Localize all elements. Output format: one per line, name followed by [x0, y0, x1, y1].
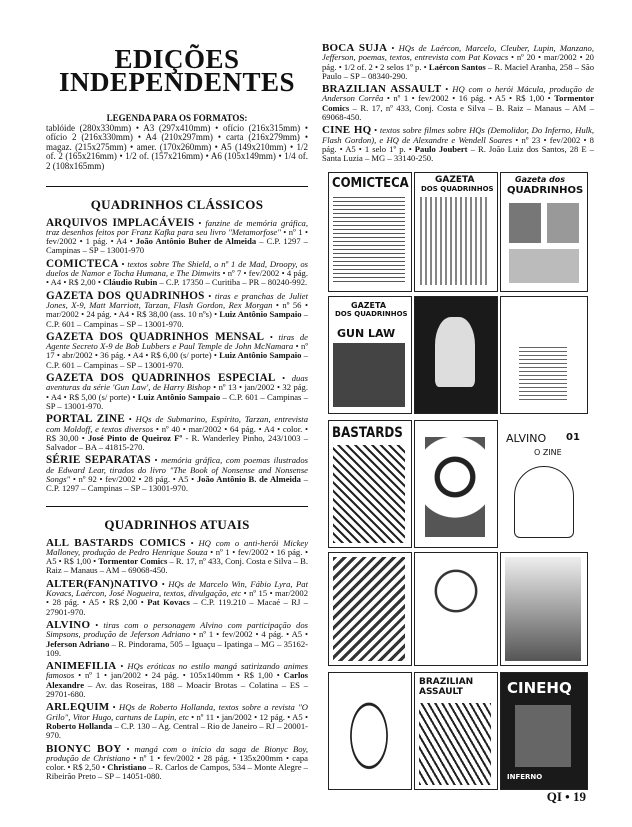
- cover-all-bastards-title: BASTARDS: [332, 425, 403, 441]
- zine-description: HQs de Submarino, Espírito, Tarzan, entrevista com Moldoff, e textos diversos: [46, 414, 308, 434]
- zine-address: – R. Maciel Aranha, 258 – São Paulo – SP – 08340-290.: [322, 61, 595, 81]
- cover-gazeta-gunlaw-series: GUN LAW: [337, 327, 396, 340]
- zine-description: tiras com o personagem Alvino com participação dos Simpsons, produção de Jeferson Adriano: [46, 619, 308, 640]
- zine-address: – C.P. 601 – Campinas – SP – 13001-970.: [46, 309, 309, 329]
- zine-name: GAZETA DOS QUADRINHOS ESPECIAL: [46, 372, 276, 385]
- title-line-2: INDEPENDENTES: [58, 67, 296, 97]
- zine-address: – R. João Luiz dos Santos, 28 E – Santa Luzia – MG – 33140-250.: [322, 143, 594, 164]
- zine-address: – C.P. 130 – Ag. Central – Rio de Janeiro – RJ – 20001-970.: [46, 720, 308, 741]
- cover-gazeta-2-title: Gazeta dos: [515, 175, 566, 184]
- page-title: [46, 44, 308, 97]
- zine-details: nº 1 • fev/2002 • 4 pág. • A5 •: [199, 629, 309, 640]
- zine-address: – C.P. 601 – Campinas – SP – 13001-970.: [46, 391, 309, 411]
- zine-name: ARQUIVOS IMPLACÁVEIS: [46, 216, 195, 229]
- zine-address: – C.P. 119.210 – Macaé – RJ – 27901-970.: [46, 597, 309, 617]
- cover-all-bastards: [328, 420, 412, 548]
- zine-description: duas aventuras da série 'Gun Law', de Harry Bishop: [46, 373, 308, 393]
- zine-contact: José Pinto de Queiroz Fº: [87, 432, 183, 443]
- zine-contact: Tormentor Comics: [322, 93, 595, 113]
- zine-name: ANIMEFILIA: [46, 660, 117, 673]
- cover-boca-suja: [328, 672, 412, 790]
- cover-panel: [509, 203, 541, 243]
- zine-entry: ALVINO • tiras com o personagem Alvino com participação dos Simpsons, produção de Jeferson Adriano • nº 1 • fev/2002 • 4 pág. • A5 • Jeferson Adriano – R. Pindorama, 505 – Iguaçu – Ipatinga – MG – 35162-109.: [46, 618, 309, 658]
- classicos-list: [46, 216, 309, 494]
- zine-description: mangá com o início da saga de Bionyc Boy, produção de Christiano: [46, 743, 308, 763]
- cover-arlequim: [414, 552, 498, 666]
- zine-name: BOCA SUJA: [322, 42, 388, 54]
- zine-description: tiras e pranchas de Juliet Jones, X-9, Matt Marriott, Tarzan, Flash Gordon, Rex Morgan: [46, 290, 308, 310]
- cover-art: [339, 683, 399, 779]
- zine-entry: GAZETA DOS QUADRINHOS MENSAL • tiras de Agente Secreto X-9 de Bob Lubbers e Paul Temple de John McNamara • nº 17 • abr/2002 • 36 pág. • A4 • R$ 6,00 (s/ porte) • Luiz Antônio Sampaio – C.P. 601 – Campinas – SP – 13001-970.: [46, 330, 309, 370]
- zine-details: nº 11 • jan/2002 • 12 pág. • A5 •: [196, 711, 308, 722]
- left-column: [46, 44, 309, 786]
- zine-contact: João Antônio B. de Almeida: [196, 473, 301, 484]
- zine-address: – R. Pindorama, 505 – Iguaçu – Ipatinga – MG – 35162-109.: [46, 638, 308, 658]
- cover-art: [505, 557, 581, 661]
- cover-art: [420, 197, 490, 285]
- zine-contact: Roberto Hollanda: [46, 720, 113, 731]
- cover-art: [429, 567, 483, 647]
- cover-cine-hq: [500, 672, 588, 790]
- zine-entry: ARQUIVOS IMPLACÁVEIS • fanzine de memória gráfica, traz desenhos feitos por Franz Kafka para seu livro "Metamorfose" • nº 1 • fev/2002 • 1 pág. • A4 • João Antônio Buher de Almeida – C.P. 1297 – Campinas – SP – 13001-970: [46, 216, 308, 256]
- zine-name: ARLEQUIM: [46, 701, 110, 714]
- zine-name: BIONYC BOY: [46, 742, 122, 755]
- cover-gazeta-gunlaw-subtitle: DOS QUADRINHOS: [335, 310, 408, 318]
- cover-alvino-title: ALVINO: [506, 432, 547, 445]
- cover-alvino: [500, 420, 586, 546]
- zine-contact: Paulo Joubert: [414, 143, 468, 154]
- cover-art: [333, 445, 405, 543]
- zine-name: CINE HQ: [322, 124, 372, 137]
- zine-details: nº 7 • fev/2002 • 4 pág. • A4 • R$ 2,00 •: [46, 268, 308, 288]
- title-line-1: EDIÇÕES: [114, 44, 240, 74]
- cover-art: [515, 705, 571, 767]
- cover-art: [425, 437, 485, 537]
- cover-alvino-number: 01: [566, 432, 580, 443]
- atuais-list: [46, 536, 309, 782]
- zine-details: nº 15 • mar/2002 • 28 pág. • A5 • R$ 2,00 •: [46, 588, 308, 608]
- zine-address: – R. 17, nº 433, Conj. Costa e Silva – B. Raiz – Manaus – AM – 69068-450.: [46, 556, 308, 576]
- zine-description: HQ com o anti-herói Mickey Malloney, produção de Pedro Henrique Souza: [46, 537, 309, 557]
- zine-entry: ARLEQUIM • HQs de Roberto Hollanda, textos sobre a revista "O Grilo", Vitor Hugo, cartuns de Lupin, etc • nº 11 • jan/2002 • 12 pág. • A5 • Roberto Hollanda – C.P. 130 – Ag. Central – Rio de Janeiro – RJ – 20001-970.: [46, 701, 308, 741]
- cover-comicteca-title: COMICTECA: [332, 176, 409, 191]
- zine-contact: Laércon Santos: [428, 61, 486, 72]
- zine-details: nº 1 • fev/2002 • 1 pág. • A4 •: [46, 226, 308, 247]
- cover-dark-art: [414, 296, 498, 414]
- cover-gazeta-2-subtitle: QUADRINHOS: [507, 185, 584, 196]
- zine-contact: Luiz Antônio Sampaio: [219, 309, 302, 320]
- zine-details: nº 17 • abr/2002 • 36 pág. • A4 • R$ 6,00 (s/ porte) •: [46, 341, 308, 361]
- cover-gazeta-1-subtitle: DOS QUADRINHOS: [421, 185, 494, 193]
- zine-name: SÉRIE SEPARATAS: [46, 454, 151, 467]
- zine-address: – C.P. 17350 – Curitiba – PR – 80240-992.: [159, 277, 308, 288]
- cover-figure: [435, 317, 475, 387]
- cover-animefilia: [414, 420, 498, 548]
- zine-entry: GAZETA DOS QUADRINHOS • tiras e pranchas de Juliet Jones, X-9, Matt Marriott, Tarzan, Flash Gordon, Rex Morgan • nº 56 • mar/2002 • 24 pág. • A4 • R$ 38,00 (ass. 10 nºs) • Luiz Antônio Sampaio – C.P. 601 – Campinas – SP – 13001-970.: [46, 289, 309, 329]
- cover-gazeta-1-title: GAZETA: [435, 175, 475, 185]
- zine-details: nº 20 • mar/2002 • 20 pág. • 1/2 of. 2 • 2 selos 1º p. •: [322, 52, 594, 72]
- zine-contact: Tormentor Comics: [98, 556, 168, 567]
- cover-art: [419, 703, 491, 785]
- zine-description: memória gráfica, com poemas ilustrados de Edward Lear, tirados do livro "The Book of Nonsense and Nonsense Songs": [46, 455, 308, 484]
- cover-brazilian-assault-title: BRAZILIAN ASSAULT: [419, 677, 474, 697]
- cover-panel: [509, 249, 579, 283]
- cover-gazeta-2: [500, 172, 588, 292]
- zine-description: HQs de Laércon, Marcelo, Cleuber, Lupin, Manzano, Jefferson, poemas, textos, entrevista com Pat Kovacs: [322, 43, 594, 63]
- cover-bionyc-boy: [500, 552, 588, 666]
- page-number: QI • 19: [546, 789, 586, 804]
- zine-details: nº 1 • jan/2002 • 24 pág. • 105x140mm • R$ 1,00 •: [84, 670, 280, 681]
- zine-details: nº 1 • fev/2002 • 16 pág. • A5 • R$ 1,00 •: [393, 93, 551, 104]
- cover-gazeta-gunlaw-title: GAZETA: [351, 301, 387, 310]
- zine-description: HQs de Marcelo Win, Fábio Lyra, Pat Kovacs, Laércon, José Nogueira, textos, divulgação, etc: [46, 578, 308, 599]
- formats-text: tablóide (280x330mm) • A3 (297x410mm) • ofício (216x315mm) • ofício 2 (216x330mm) • A4 (210x297mm) • carta (216x279mm) • magaz. (215x275mm) • amer. (170x260mm) • A5 (149x210mm) • 1/2 of. 2 (165x216mm) • 1/2 of. (157x216mm) • A6 (105x149mm) • 1/4 of. 2 (108x165mm): [46, 122, 308, 171]
- cover-alter-fan-nativo: [328, 552, 412, 666]
- cover-gazeta-1: [414, 172, 498, 292]
- cover-brazilian-assault: [414, 672, 498, 790]
- right-column: [322, 44, 594, 168]
- zine-address: – C.P. 1297 – Campinas – SP – 13001-970.: [46, 473, 308, 494]
- cover-art: [333, 343, 405, 407]
- zine-entry: CINE HQ • textos sobre filmes sobre HQs (Demolidor, Do Inferno, Hulk, Flash Gordon), e HQ de Alexandre e Wendell Soares • nº 23 • fev/2002 • 8 pág. • A5 • 1 selo 1º p. • Paulo Joubert – R. João Luiz dos Santos, 28 E – Santa Luzia – MG – 33140-250.: [322, 124, 594, 164]
- cover-panel: [547, 203, 579, 243]
- zine-entry: BIONYC BOY • mangá com o início da saga de Bionyc Boy, produção de Christiano • nº 1 • fev/2002 • 28 pág. • 135x200mm • capa color. • R$ 2,50 • Christiano – R. Carlos de Campos, 534 – Monte Alegre – Ribeirão Preto – SP – 14051-080.: [46, 742, 308, 782]
- zine-details: nº 23 • fev/2002 • 8 pág. • A5 • 1 selo 1º p. •: [322, 134, 594, 154]
- zine-entry: BRAZILIAN ASSAULT • HQ com o herói Mácula, produção de Anderson Corrêa • nº 1 • fev/2002 • 16 pág. • A5 • R$ 1,00 • Tormentor Comics – R. 17, nº 433, Conj. Costa e Silva – B. Raiz – Manaus – AM – 69068-450.: [322, 83, 595, 123]
- zine-details: nº 1 • fev/2002 • 16 pág. • A5 • R$ 1,00 •: [46, 546, 308, 567]
- zine-description: fanzine de memória gráfica, traz desenhos feitos por Franz Kafka para seu livro "Metamorfose": [46, 217, 308, 237]
- section-heading-atuais: QUADRINHOS ATUAIS: [104, 516, 250, 532]
- zine-entry: PORTAL ZINE • HQs de Submarino, Espírito, Tarzan, entrevista com Moldoff, e textos diversos • nº 40 • mar/2002 • 64 pág. • A4 • color. • R$ 30,00 • José Pinto de Queiroz Fº - R. Wanderley Pinho, 243/1003 – Salvador – BA – 41815-270.: [46, 413, 308, 453]
- zine-name: ALVINO: [46, 618, 91, 631]
- zine-address: – Av. das Roseiras, 188 – Moacir Brotas – Colatina – ES – 29701-680.: [46, 679, 308, 700]
- zine-name: BRAZILIAN ASSAULT: [322, 83, 442, 96]
- zine-details: nº 13 • jan/2002 • 32 pág. • A4 • R$ 5,00 (s/ porte) •: [46, 382, 309, 402]
- cover-cine-hq-subtitle: INFERNO: [507, 773, 543, 781]
- section-heading-classicos: QUADRINHOS CLÁSSICOS: [90, 196, 264, 212]
- zine-address: – C.P. 1297 – Campinas – SP – 13001-970: [46, 236, 308, 256]
- zine-entry: SÉRIE SEPARATAS • memória gráfica, com poemas ilustrados de Edward Lear, tirados do livro "The Book of Nonsense and Nonsense Songs" • nº 92 • fev/2002 • 28 pág. • A5 • João Antônio B. de Almeida – C.P. 1297 – Campinas – SP – 13001-970.: [46, 454, 308, 494]
- zine-description: tiras de Agente Secreto X-9 de Bob Lubbers e Paul Temple de John McNamara: [46, 331, 308, 352]
- zine-contact: Jeferson Adriano: [46, 638, 110, 649]
- zine-name: COMICTECA: [46, 257, 119, 270]
- zine-entry: ANIMEFILIA • HQs eróticas no estilo mangá satirizando animes famosos • nº 1 • jan/2002 • 24 pág. • 105x140mm • R$ 1,00 • Carlos Alexandre – Av. das Roseiras, 188 – Moacir Brotas – Colatina – ES – 29701-680.: [46, 660, 308, 700]
- cover-gazeta-gunlaw: [328, 296, 412, 414]
- cover-cine-hq-title: CINEHQ: [507, 679, 572, 697]
- formats-legend: [46, 114, 308, 172]
- zine-address: - R. Wanderley Pinho, 243/1003 – Salvador – BA – 41815-270.: [46, 432, 308, 453]
- zine-entry: BOCA SUJA • HQs de Laércon, Marcelo, Cleuber, Lupin, Manzano, Jefferson, poemas, textos, entrevista com Pat Kovacs • nº 20 • mar/2002 • 20 pág. • 1/2 of. 2 • 2 selos 1º p. • Laércon Santos – R. Maciel Aranha, 258 – São Paulo – SP – 08340-290.: [322, 42, 595, 81]
- zine-details: nº 56 • mar/2002 • 24 pág. • A4 • R$ 38,00 (ass. 10 nºs) •: [46, 299, 308, 320]
- zine-name: GAZETA DOS QUADRINHOS MENSAL: [46, 330, 265, 343]
- zine-contact: Carlos Alexandre: [46, 670, 308, 690]
- zine-contact: João Antônio Buher de Almeida: [135, 236, 257, 247]
- zine-entry: ALTER(FAN)NATIVO • HQs de Marcelo Win, Fábio Lyra, Pat Kovacs, Laércon, José Nogueira, textos, divulgação, etc • nº 15 • mar/2002 • 28 pág. • A5 • R$ 2,00 • Pat Kovacs – C.P. 119.210 – Macaé – RJ – 27901-970.: [46, 577, 309, 617]
- zine-address: – R. Carlos de Campos, 534 – Monte Alegre – Ribeirão Preto – SP – 14051-080.: [46, 762, 308, 782]
- zine-description: HQs eróticas no estilo mangá satirizando animes famosos: [46, 661, 308, 681]
- zine-name: PORTAL ZINE: [46, 413, 125, 426]
- zine-description: textos sobre filmes sobre HQs (Demolidor, Do Inferno, Hulk, Flash Gordon), e HQ de Alexandre e Wendell Soares: [322, 125, 594, 145]
- zine-entry: ALL BASTARDS COMICS • HQ com o anti-herói Mickey Malloney, produção de Pedro Henrique Souza • nº 1 • fev/2002 • 16 pág. • A5 • R$ 1,00 • Tormentor Comics – R. 17, nº 433, Conj. Costa e Silva – B. Raiz – Manaus – AM – 69068-450.: [46, 536, 309, 576]
- zine-address: – R. 17, nº 433, Conj. Costa e Silva – B. Raiz – Manaus – AM – 69068-450.: [322, 102, 595, 123]
- zine-entry: GAZETA DOS QUADRINHOS ESPECIAL • duas aventuras da série 'Gun Law', de Harry Bishop • nº 13 • jan/2002 • 32 pág. • A4 • R$ 5,00 (s/ porte) • Luiz Antônio Sampaio – C.P. 601 – Campinas – SP – 13001-970.: [46, 372, 309, 411]
- right-entries-list: [322, 44, 594, 164]
- zine-name: GAZETA DOS QUADRINHOS: [46, 289, 205, 302]
- cover-alvino-subtitle: O ZINE: [534, 448, 562, 457]
- cover-character: [514, 466, 574, 538]
- zine-description: HQ com o herói Mácula, produção de Anderson Corrêa: [322, 84, 594, 104]
- zine-contact: Cláudio Rubin: [103, 277, 158, 288]
- zine-contact: Luiz Antônio Sampaio: [219, 350, 302, 361]
- zine-contact: Luiz Antônio Sampaio: [137, 391, 221, 402]
- zine-description: HQs de Roberto Hollanda, textos sobre a revista "O Grilo", Vitor Hugo, cartuns de Lupin, etc: [46, 702, 308, 722]
- cover-portal-zine: [500, 296, 588, 414]
- zine-entry: COMICTECA • textos sobre The Shield, o nº 1 de Mad, Droopy, os duelos de Namor e Tocha Humana, e The Dimwits • nº 7 • fev/2002 • 4 pág. • A4 • R$ 2,00 • Cláudio Rubin – C.P. 17350 – Curitiba – PR – 80240-992.: [46, 257, 308, 288]
- zine-name: ALTER(FAN)NATIVO: [46, 577, 159, 590]
- zine-details: nº 92 • fev/2002 • 28 pág. • A5 •: [78, 473, 195, 484]
- zine-address: – C.P. 601 – Campinas – SP – 13001-970.: [46, 350, 309, 370]
- cover-art: [333, 557, 405, 661]
- cover-comicteca: [328, 172, 412, 292]
- zine-details: nº 40 • mar/2002 • 64 pág. • A4 • color. • R$ 30,00 •: [46, 423, 308, 443]
- cover-text-block: [519, 347, 567, 403]
- zine-contact: Pat Kovacs: [147, 597, 190, 608]
- cover-text-block: [333, 195, 405, 285]
- zine-description: textos sobre The Shield, o nº 1 de Mad, Droopy, os duelos de Namor e Tocha Humana, e The Dimwits: [46, 258, 308, 279]
- zine-details: nº 1 • fev/2002 • 28 pág. • 135x200mm • capa color. • R$ 2,50 •: [46, 752, 308, 773]
- zine-contact: Christiano: [107, 762, 147, 773]
- zine-name: ALL BASTARDS COMICS: [46, 536, 186, 549]
- formats-heading: LEGENDA PARA OS FORMATOS:: [106, 113, 248, 123]
